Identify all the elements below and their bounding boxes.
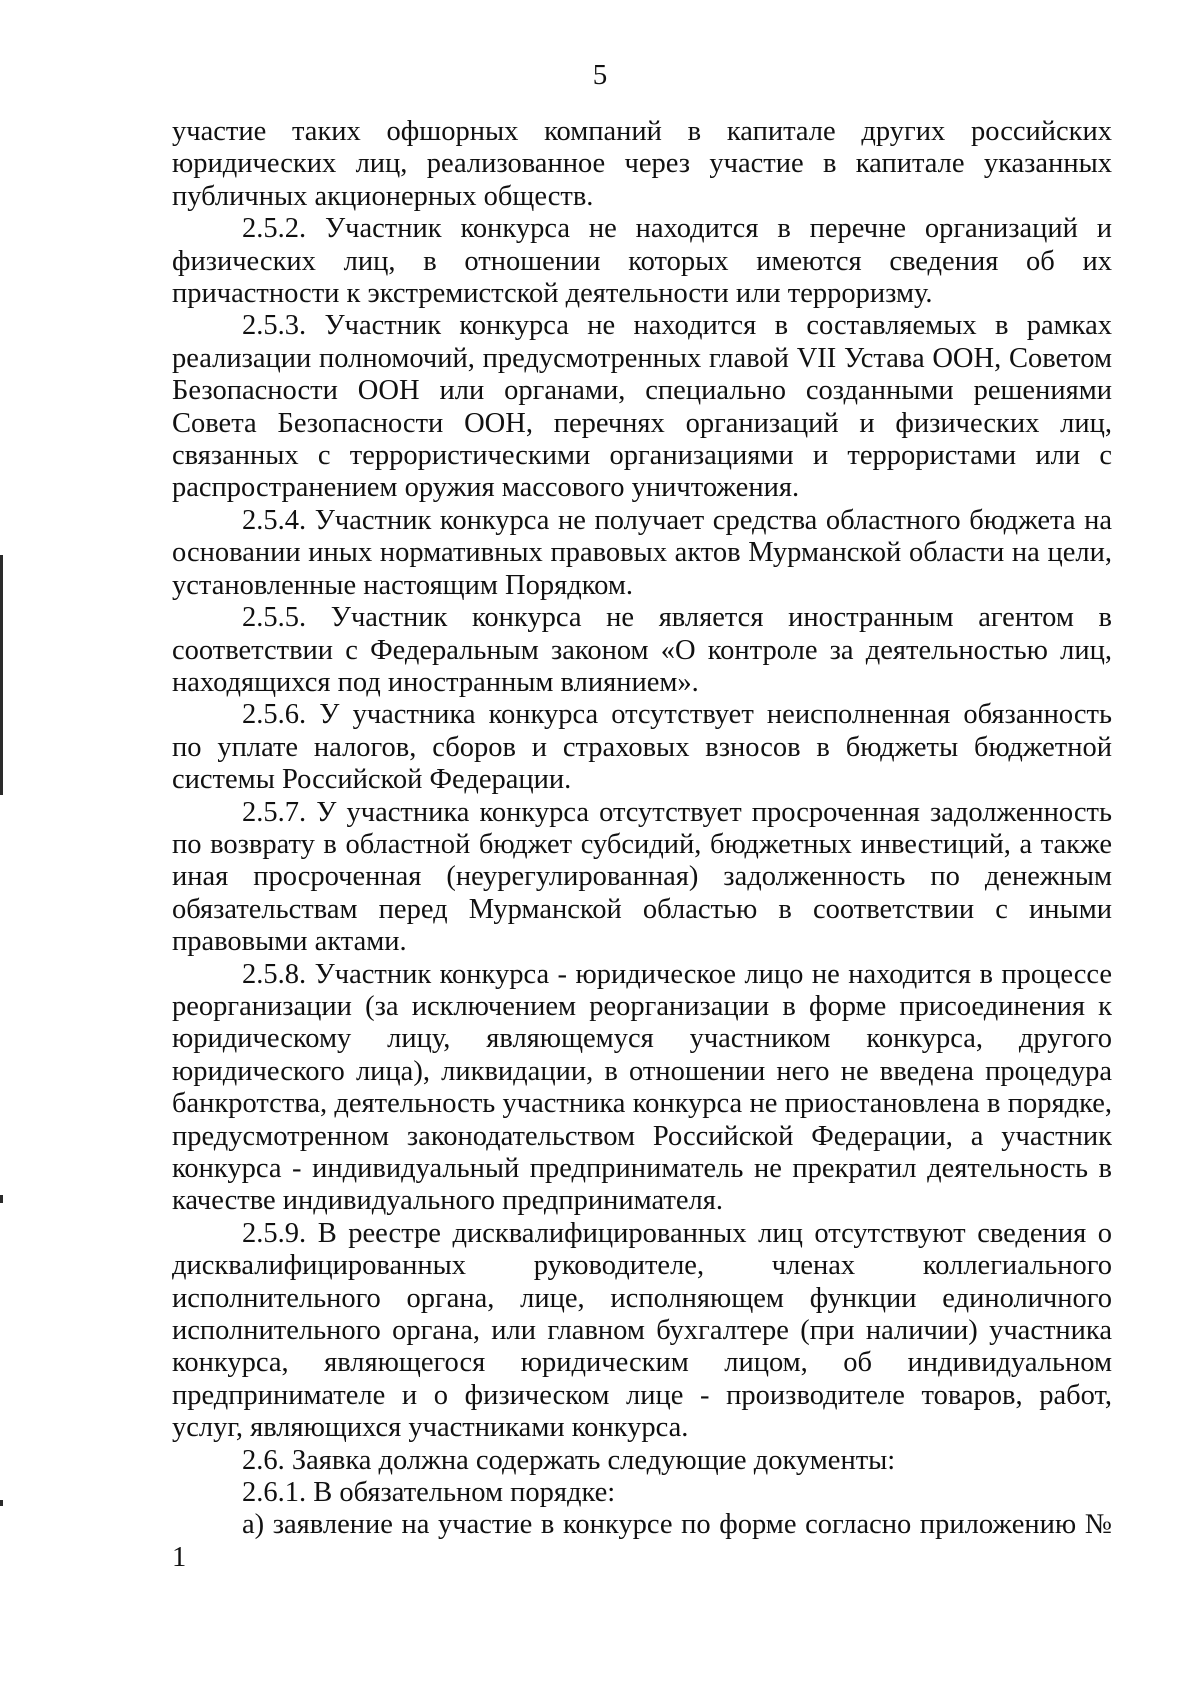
paragraph-2-6-1: 2.6.1. В обязательном порядке: [242,1477,616,1509]
paragraph-2-6: 2.6. Заявка должна содержать следующие документы: [242,1444,896,1476]
paragraph-2-5-9: 2.5.9. В реестре дисквалифицированных лиц отсутствуют сведения о дисквалифицированных руководителе, членах коллегиального исполнительного органа, лице, исполняющем функции единоличного исполнительного органа, или главном бухгалтере (при наличии) участника конкурса, являющегося юридическим лицом, об индивидуальном предпринимателе и о физическом лице - производителе товаров, работ, услуг, являющихся участниками конкурса. [172,1217,1112,1444]
paragraph-2-5-5: 2.5.5. Участник конкурса не является иностранным агентом в соответствии с Федеральным законом «О контроле за деятельностью лиц, находящихся под иностранным влиянием». [172,602,1112,698]
document-body [172,116,1112,1574]
paragraph-item-a: а) заявление на участие в конкурсе по форме согласно приложению № 1 [172,1509,1112,1573]
paragraph-2-5-3: 2.5.3. Участник конкурса не находится в составляемых в рамках реализации полномочий, предусмотренных главой VII Устава ООН, Советом Безопасности ООН или органами, специально созданными решениями Совета Безопасности ООН, перечнях организаций и физических лиц, связанных с террористическими организациями и террористами или с распространением оружия массового уничтожения. [172,310,1112,504]
paragraph-continuation: участие таких офшорных компаний в капитале других российских юридических лиц, реализованное через участие в капитале указанных публичных акционерных обществ. [172,116,1112,212]
scan-edge-mark [0,1500,3,1506]
paragraph-2-5-2: 2.5.2. Участник конкурса не находится в перечне организаций и физических лиц, в отношении которых имеются сведения об их причастности к экстремистской деятельности или терроризму. [172,213,1112,310]
paragraph-2-5-6: 2.5.6. У участника конкурса отсутствует неисполненная обязанность по уплате налогов, сборов и страховых взносов в бюджеты бюджетной системы Российской Федерации. [172,699,1112,796]
paragraph-2-5-8: 2.5.8. Участник конкурса - юридическое лицо не находится в процессе реорганизации (за исключением реорганизации в форме присоединения к юридическому лицу, являющемуся участником конкурса, другого юридического лица), ликвидации, в отношении него не введена процедура банкротства, деятельность участника конкурса не приостановлена в порядке, предусмотренном законодательством Российской Федерации, а участник конкурса - индивидуальный предприниматель не прекратил деятельность в качестве индивидуального предпринимателя. [172,958,1112,1217]
paragraph-2-5-7: 2.5.7. У участника конкурса отсутствует просроченная задолженность по возврату в областной бюджет субсидий, бюджетных инвестиций, а также иная просроченная (неурегулированная) задолженность по денежным обязательствам перед Мурманской областью в соответствии с иными правовыми актами. [172,796,1112,958]
page-number: 5 [592,59,608,91]
paragraph-2-5-4: 2.5.4. Участник конкурса не получает средства областного бюджета на основании иных нормативных правовых актов Мурманской области на цели, установленные настоящим Порядком. [172,504,1112,601]
scan-edge-mark [0,1195,3,1203]
scan-edge-mark [0,555,3,795]
